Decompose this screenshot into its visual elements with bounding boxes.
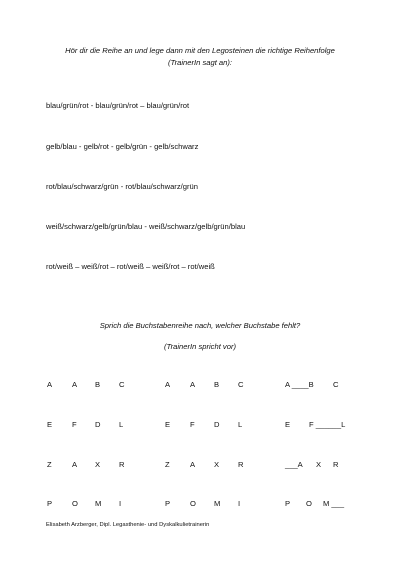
letter-cell: A [165, 380, 171, 389]
letter-cell: Z [47, 460, 52, 469]
letter-cell-with-gap: A ____B [285, 380, 314, 389]
letter-row [0, 459, 400, 471]
section1-instruction [30, 45, 370, 69]
letter-cell: A [190, 460, 196, 469]
letter-cell: I [238, 499, 241, 508]
section1-instruction-line2: (TrainerIn sagt an): [167, 58, 232, 67]
letter-cell: I [119, 499, 122, 508]
letter-cell: B [214, 380, 220, 389]
letter-cell: X [316, 460, 322, 469]
letter-cell: A [47, 380, 53, 389]
letter-cell: C [119, 380, 125, 389]
color-sequence-4: weiß/schwarz/gelb/grün/blau - weiß/schwarz/gelb/grün/blau [46, 222, 246, 231]
letter-cell: P [165, 499, 171, 508]
letter-cell: X [95, 460, 101, 469]
letter-cell: D [214, 420, 220, 429]
letter-cell: R [333, 460, 339, 469]
letter-cell: O [190, 499, 196, 508]
letter-cell: P [47, 499, 53, 508]
letter-row [0, 498, 400, 510]
letter-cell: R [238, 460, 244, 469]
letter-cell: C [238, 380, 244, 389]
letter-cell: A [72, 460, 78, 469]
section2-sub-instruction: (TrainerIn spricht vor) [163, 342, 236, 351]
letter-cell: E [285, 420, 291, 429]
letter-cell: Z [165, 460, 170, 469]
letter-cell: B [95, 380, 101, 389]
letter-cell: L [238, 420, 243, 429]
color-sequence-5: rot/weiß – weiß/rot – rot/weiß – weiß/rot – rot/weiß [46, 262, 215, 271]
letter-cell: D [95, 420, 101, 429]
letter-cell: O [72, 499, 78, 508]
letter-cell: M [95, 499, 102, 508]
letter-cell: X [214, 460, 220, 469]
letter-row [0, 379, 400, 391]
letter-cell: O [306, 499, 312, 508]
letter-cell-with-gap: M ___ [323, 499, 345, 508]
letter-cell: P [285, 499, 291, 508]
letter-cell: E [165, 420, 171, 429]
letter-row [0, 419, 400, 431]
section1-instruction-line1: Hör dir die Reihe an und lege dann mit den Legosteinen die richtige Reihenfolge [65, 46, 335, 55]
letter-cell: F [72, 420, 77, 429]
letter-cell: A [190, 380, 196, 389]
letter-cell: L [119, 420, 124, 429]
color-sequence-2: gelb/blau - gelb/rot - gelb/grün - gelb/schwarz [46, 142, 199, 151]
letter-cell: E [47, 420, 53, 429]
letter-cell: F [190, 420, 195, 429]
letter-cell: R [119, 460, 125, 469]
color-sequence-3: rot/blau/schwarz/grün - rot/blau/schwarz/grün [46, 182, 198, 191]
letter-cell-with-gap: ___A [285, 460, 303, 469]
color-sequence-1: blau/grün/rot - blau/grün/rot – blau/grün/rot [46, 101, 190, 110]
letter-cell-with-gap: F ______L [309, 420, 346, 429]
author-footer: Elisabeth Arzberger, Dipl. Legasthenie- und Dyskalkulietrainerin [46, 522, 210, 528]
letter-cell: C [333, 380, 339, 389]
letter-cell: A [72, 380, 78, 389]
section2-instruction: Sprich die Buchstabenreihe nach, welcher Buchstabe fehlt? [99, 321, 301, 330]
letter-cell: M [214, 499, 221, 508]
